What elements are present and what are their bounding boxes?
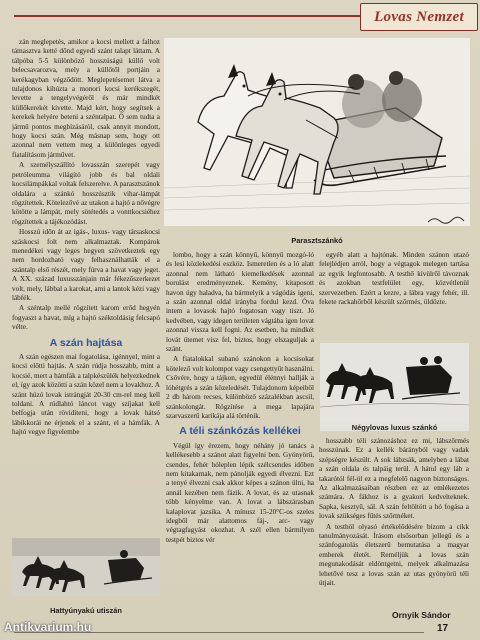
article-column-2 (166, 251, 314, 629)
artist-signature-mark (426, 216, 466, 224)
paragraph: egyéb alatt a hajtónak. Minden szánon utazó felejlédjen arról, hogy a végtagok melegen tartása az egyik legfontosabb. A testhő kívülről távoznak és azokban testfelület egy, közvétlenül szervezetben. Ezért a kezre, a lábra vagy fehér, ill. fekete rackahőrből készült szőrmés, üldözte. (319, 251, 469, 307)
caption-bottom-figure: Hattyúnyakú utiszán (50, 606, 122, 615)
paragraph: A személyszállító lovasszán szerepét vagy petróleumma világító jobb és bal oldali kocsilámpákkal voltak felszerelve. A parasztszánok oldalára a szánkó hosszúsztik vihar-lámpát rögzítettek. Kötelezővé az utakon a hajtó a nővégre kötötte a lámpát, mely sötétedés a vonttkocsiéhez rögzítettek a tájékozódást. (12, 161, 160, 226)
page-number: 17 (437, 623, 449, 634)
section-heading-szan-hajtasa: A szán hajtása (49, 336, 123, 349)
paragraph: A testhöl olyasó értékelődésére bizom a cikk tanulmányozását. Írásom elsősorban jellegű és a szánfogatolás életszerű bemutatása a magyar emberek életét. Reméljük a lovas szán megunakodását eldöntgetni, melyek alkalmazása lehetővé tesz a lovas szán az utas gyönyörű téli útjait. (319, 522, 469, 588)
illustration-parasztszanko (164, 38, 470, 226)
paragraph: A szán egészen mai fogatolása, igénnyel, mint a kocsi előtti hajtás. A szán rúdja hosszabb, mint a kocsié, mert a hámfák a talpkészülék helyezkednek el, így azok közötti a szán közel nem a lovakhoz. A szánt húzó lovak istrángját 20-30 cm-rel meg kell toldani. A rúdlahtó láncot vagy szíjakat kell belfogja után rövidíteni, hogy a lovak hátsó lábikkorái ne érjenek el a szánt, el a hámfák. A hajtó vegye figyelembe (12, 353, 160, 437)
author-signature: Ornyik Sándor (392, 610, 451, 620)
paragraph: A fiatalokkal subanó szánokon a kocsisokat kötelező volt kolompot vagy csengettyűt használni. Csővére, hogy a tájkon, egyedül élénnyi hallják a lóhétgrés a szán közeledését. Tulajdonom képeiből 2 db három recses, különböző százalékban ascsil, szánkolongát. Rögzítése a mega lapajára szarvaszerű karikája alá történik. (166, 355, 314, 420)
four-horse-sleigh-photo (320, 343, 469, 423)
caption-right-figure: Négylovas luxus szánkó (351, 423, 438, 432)
paragraph: zán meglepetés, amikor a kocsi mellett a falhoz támasztva ketté dőnd egyedi szánt talapt láttam. A tálpóba 5-5 különböző hosszúságú küllő volt belecsavarozva, mely a küllőtől portjáin a kerékagyban végződött. Meglepetésemet látva a tulajdonos kihúzta a monori kocsi kerékszegét, levette a tengelyvégéről és már mindkét küllőkerekét kivette. Majd kért, hogy segítsek a kerekek helyére beteni a széntalpat. Ő sem tudta a jármű pontos megbízásáról, csak annyit mondott, hogy kocsi szán. Még másnap sem, hogy ott azonnal nem vettem meg a különleges egyedi fiatalításom járművet. (12, 38, 160, 159)
article-column-3-bottom (319, 437, 469, 592)
paragraph: Végül így érezem, hogy néhány jó tanács a kellékesebb a szánot alatt figyelni ben. Gyönyörű, csendes, fehér hóleplen lépik szélcsendes időben nem kitakarnak, nem pánolják egyedi élvezni. Ezt a tenyé élvezni csak akkor képes a szánon ülni, ha annál kezében nem fázik. A lovat, és az utasnak több kényelme van. A lovat a lábszárasban kalaplovat jazsika. A mínusz 15-20°C-os szeles idegből már alattomos fáj-, arc- vagy végtagfagyást okozhat. A szél ellen bármilyen testpét biztos vér (166, 441, 314, 544)
illustration-negylovas-szanko (320, 343, 469, 431)
article-column-3-top (319, 251, 469, 339)
paragraph: lombo, hogy a szán könnyű, könnyű mozgó-ló és lesi közlekedési eszköz. Ismeretlen és a ló alatt azonnal nem látható kiemelkedések azonnal borulást eredményeznek. Kemény, kitaposott havon úgy haladva, ha bármelyik a vágódás igeni, a szán azonnal oldal irányba fordul kezd. Óva intem a lovasok hajtó fogatosan vagy tiszt. Jó kedvében, vagy idegen területen vágtába igen lovat azonnal vissza kell fogni. Az esetben, ha mindkét lovát ütemet visz fel, biztos, hogy elszaguljak a szánt. (166, 251, 314, 354)
header-rule (14, 15, 360, 17)
paragraph: A széntalp mellé rögzített karom erőd hegyén fogyaszt a havat, míg a hajtó széktoldásig felcsapó vélte. (12, 304, 160, 332)
section-heading-teli-szankozas: A téli szánkózás kellékei (179, 425, 301, 438)
paragraph: hosszabb téli szánozáshoz ez mi, lábszőrmés hosszúnak. Ez a kellék bárányból vagy vadak szépségre készült. A sok lábzsák, amelyben a lábat a szán oldala és talpáig terül. A hátul egy láb a takarótól fél-ül ez a megfelelő nagyon biztonságos. Az alkalmazásaiban részben ez az emlékezetes számára. A fákhoz is a gyakori kedvelteknek. Sapka, kesztyű, sál. A szán feltöltött a hó fogása a lovak szükséges fűtés szőrméket. (319, 437, 469, 521)
paragraph: Hosszú időn át az igás-, luxus- vagy társaskocsi száskocsi folt nem alkalmaztak. Kompárok menedékei vagy leges hegyen szövetkeztek egy nem hordozható vagy felhasználhatták el a szántalp első részét, mely fúrva a havat vagy jeget. A XX. század luxusszánjain már fékezőszerkezet volt, mely, lábbal a karokat, ami a lantok kézi vagy lábfék. (12, 228, 160, 302)
caption-main-figure: Parasztszánkó (291, 236, 343, 245)
source-watermark: Antikvarium.hu (4, 620, 92, 634)
illustration-hattyunyaku-utiszan (12, 538, 160, 596)
article-column-1 (12, 38, 160, 558)
magazine-logo: Lovas Nemzet (360, 3, 478, 31)
sleigh-drawing (164, 38, 470, 226)
swan-neck-sleigh-photo (12, 538, 160, 596)
